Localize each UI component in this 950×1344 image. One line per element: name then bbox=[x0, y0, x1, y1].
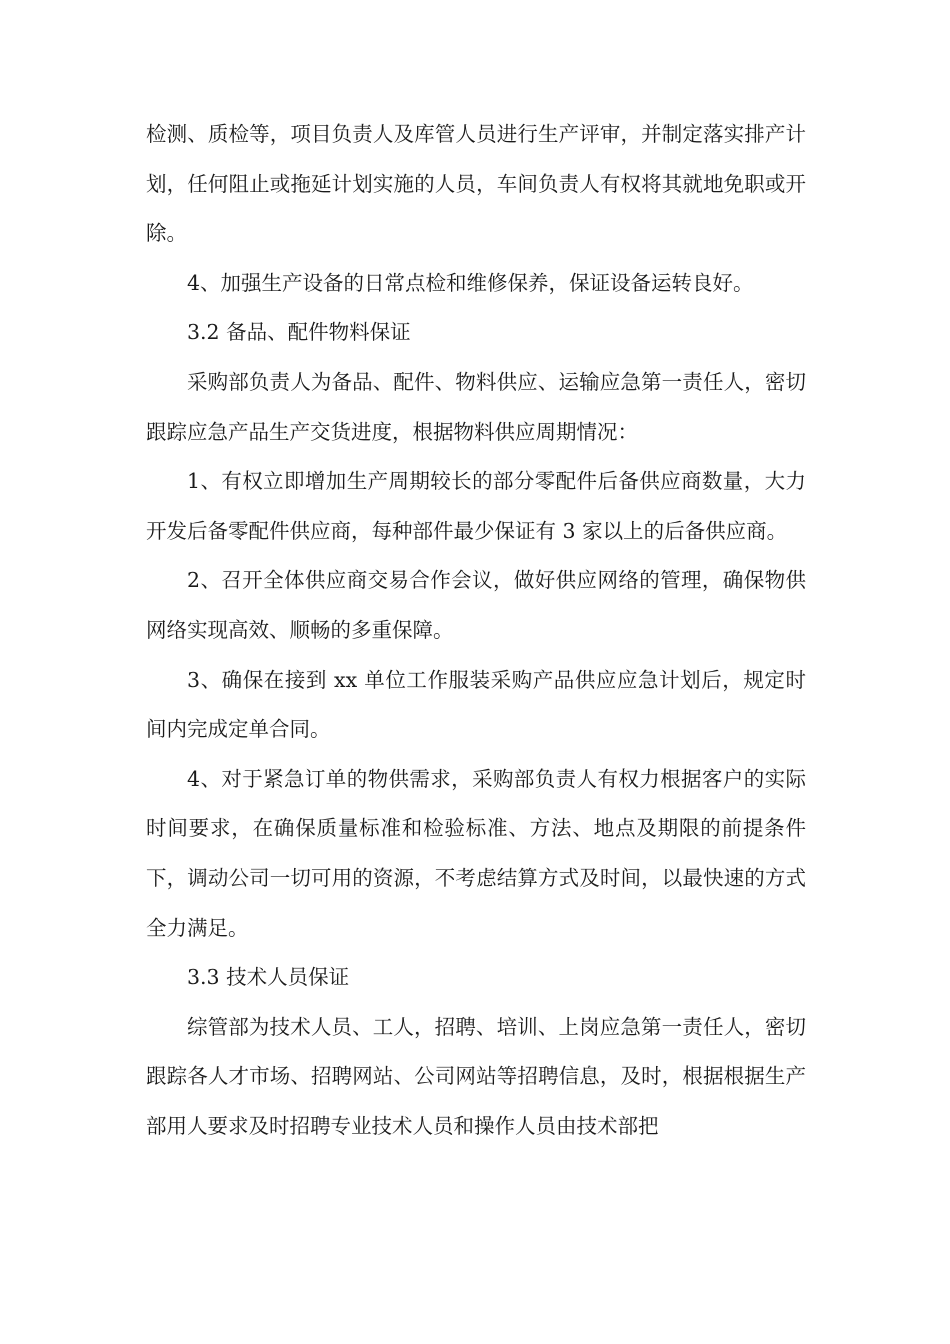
paragraph-10: 综管部为技术人员、工人，招聘、培训、上岗应急第一责任人，密切跟踪各人才市场、招聘网站、公司网站等招聘信息，及时，根据根据生产部用人要求及时招聘专业技术人员和操作人员由技术部把 bbox=[146, 1014, 806, 1138]
section-heading-3-2: 3.2 备品、配件物料保证 bbox=[187, 320, 411, 345]
paragraph-2: 4、加强生产设备的日常点检和维修保养，保证设备运转良好。 bbox=[187, 270, 754, 295]
paragraph-5: 1、有权立即增加生产周期较长的部分零配件后备供应商数量，大力开发后备零配件供应商，每种部件最少保证有 3 家以上的后备供应商。 bbox=[146, 469, 806, 543]
paragraph-4: 采购部负责人为备品、配件、物料供应、运输应急第一责任人，密切跟踪应急产品生产交货进度，根据物料供应周期情况： bbox=[146, 369, 806, 444]
paragraph-7: 3、确保在接到 xx 单位工作服装采购产品供应应急计划后，规定时间内完成定单合同。 bbox=[146, 667, 806, 742]
section-heading-3-3: 3.3 技术人员保证 bbox=[187, 965, 350, 990]
paragraph-8: 4、对于紧急订单的物供需求，采购部负责人有权力根据客户的实际时间要求，在确保质量标准和检验标准、方法、地点及期限的前提条件下，调动公司一切可用的资源，不考虑结算方式及时间，以最快速的方式全力满足。 bbox=[146, 766, 806, 940]
paragraph-6: 2、召开全体供应商交易合作会议，做好供应网络的管理，确保物供网络实现高效、顺畅的多重保障。 bbox=[146, 568, 806, 642]
document-page bbox=[146, 110, 806, 1151]
paragraph-1: 检测、质检等，项目负责人及库管人员进行生产评审，并制定落实排产计划，任何阻止或拖延计划实施的人员，车间负责人有权将其就地免职或开除。 bbox=[146, 122, 806, 246]
